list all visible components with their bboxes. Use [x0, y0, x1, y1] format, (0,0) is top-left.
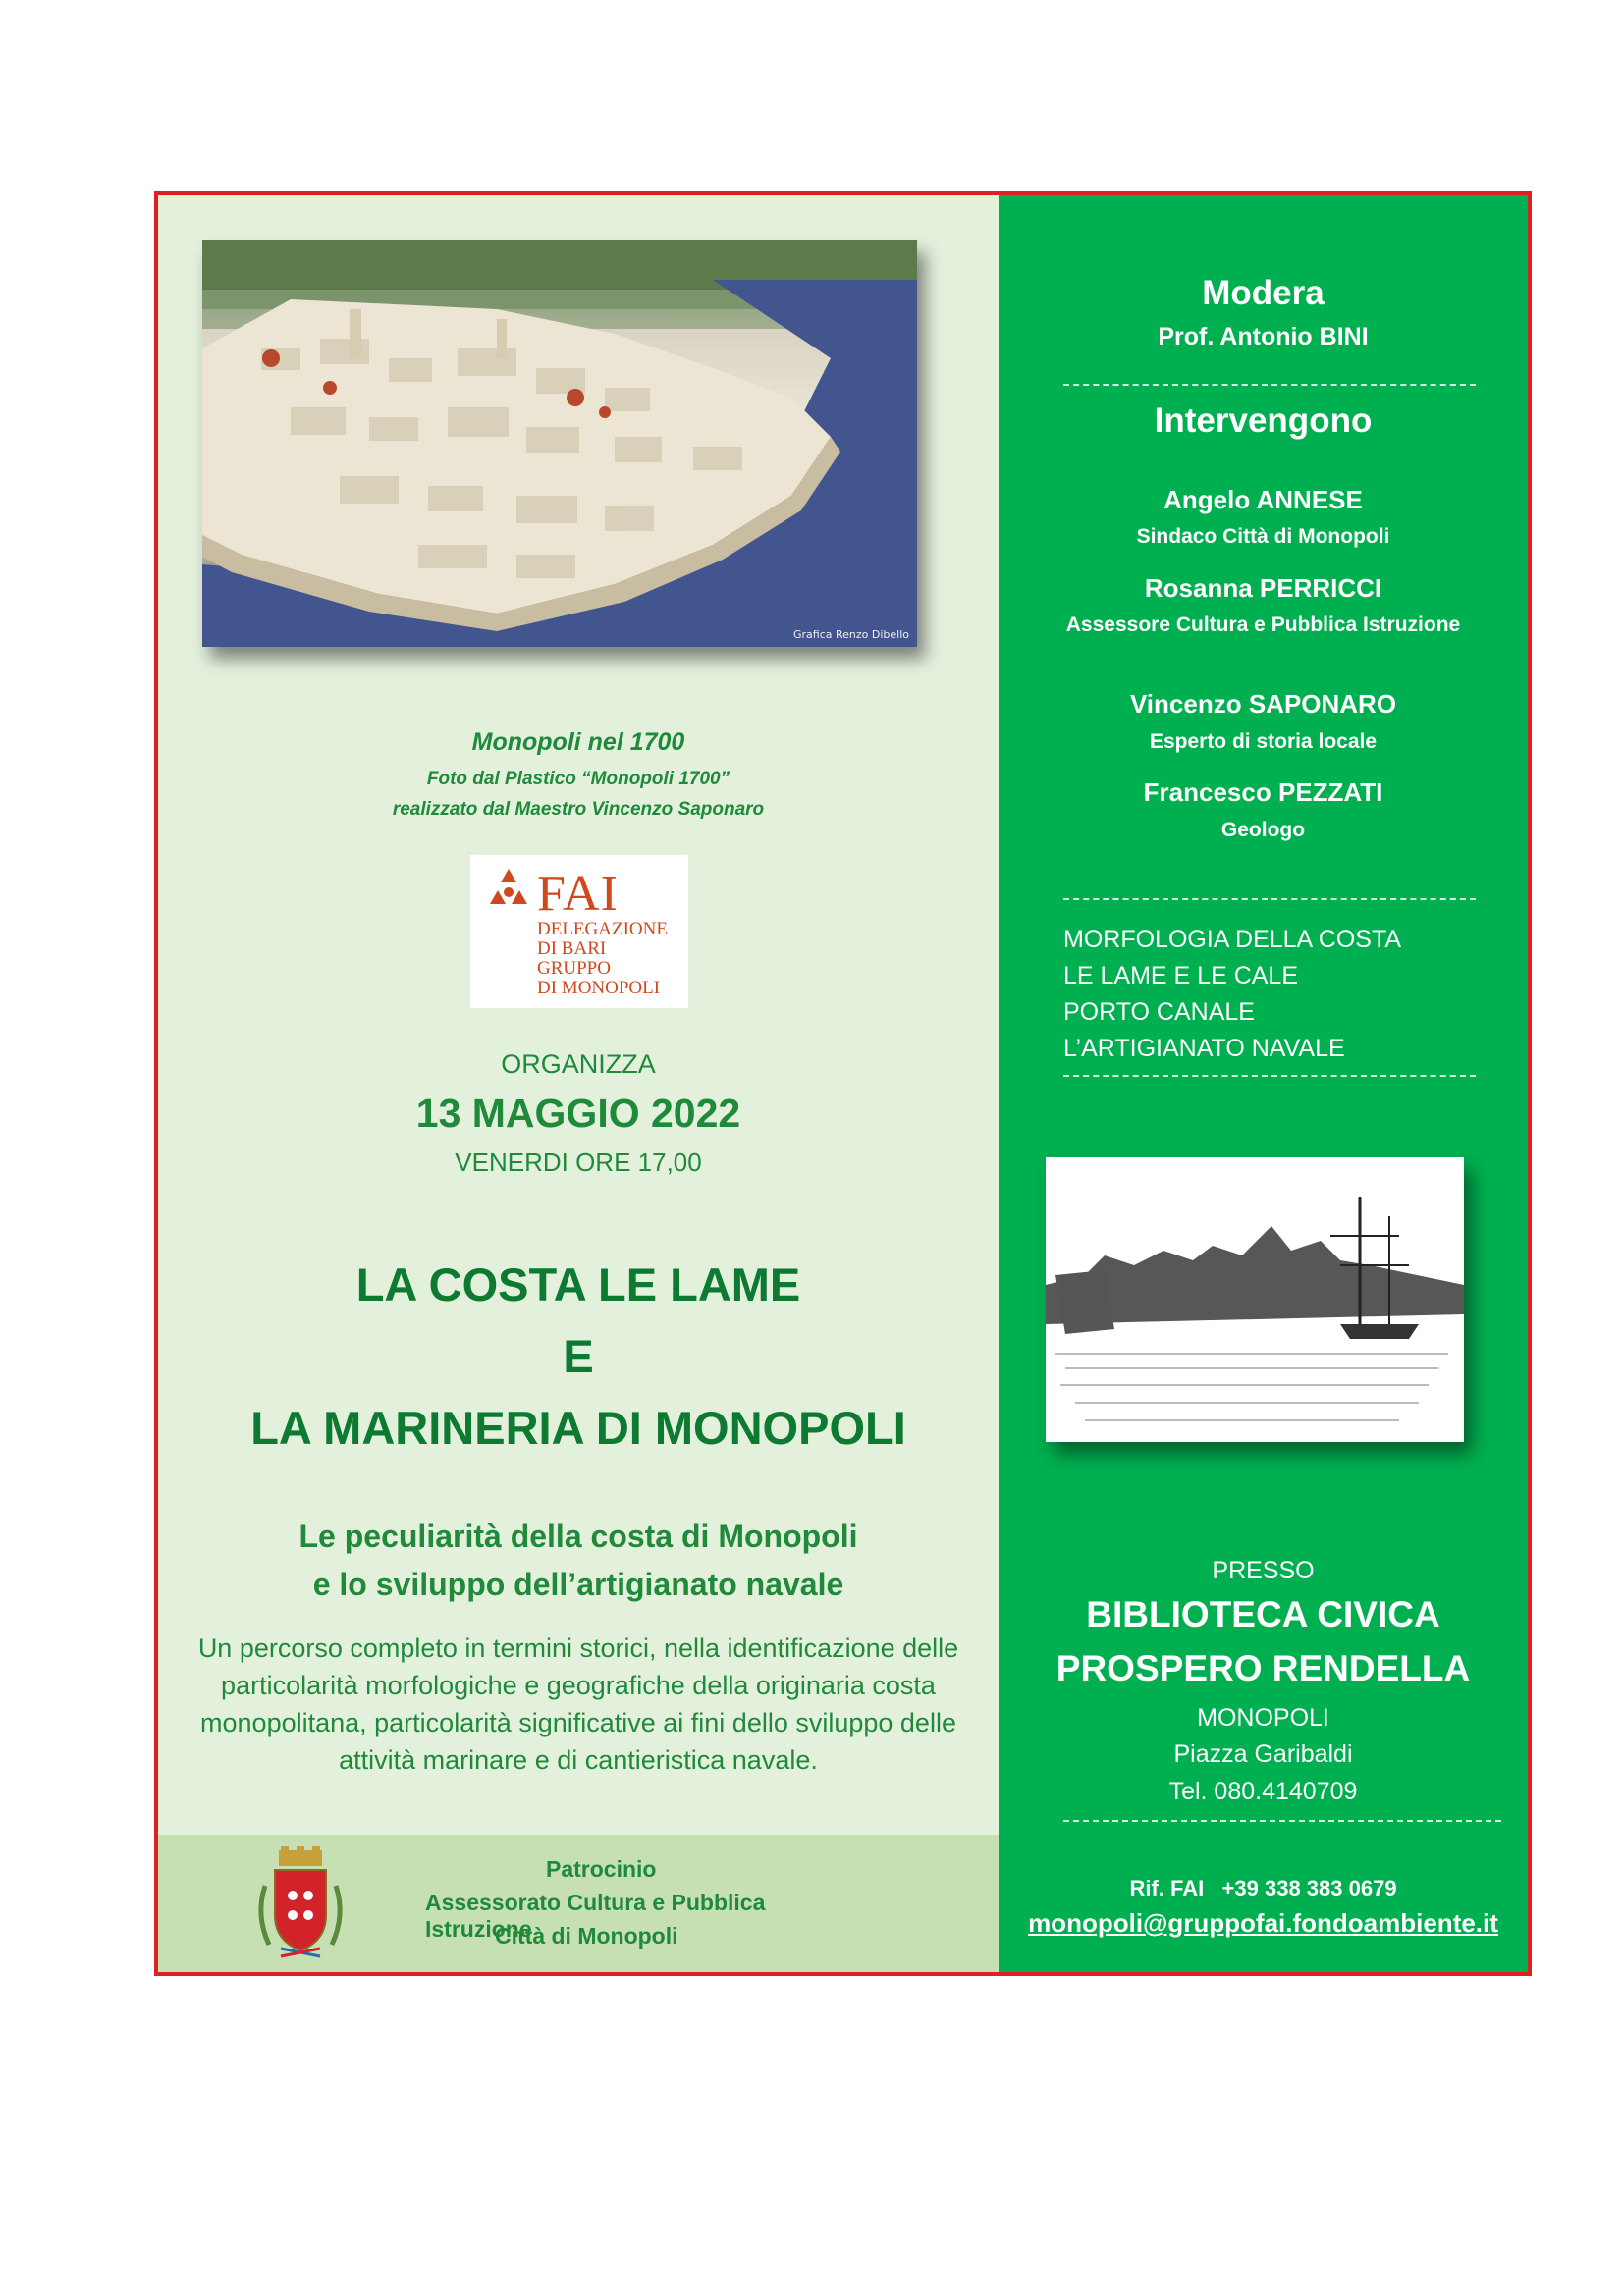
- modera-label: Modera: [1202, 274, 1325, 312]
- fai-brand: FAI: [537, 866, 619, 922]
- speaker-name: Rosanna PERRICCI: [1144, 573, 1382, 603]
- patrocinio-label: Patrocinio: [546, 1856, 657, 1882]
- event-title-line3: LA MARINERIA DI MONOPOLI: [250, 1402, 906, 1454]
- intervengono-label: Intervengono: [1154, 401, 1373, 440]
- topic-item: PORTO CANALE: [1063, 998, 1255, 1026]
- fai-emblem-icon: [484, 865, 533, 914]
- event-day-time: VENERDI ORE 17,00: [455, 1148, 702, 1177]
- fai-logo-line: GRUPPO: [537, 958, 611, 979]
- event-subtitle-line2: e lo sviluppo dell’artigianato navale: [312, 1567, 844, 1602]
- poster-frame: [154, 191, 1532, 1976]
- topics-list: [1063, 922, 1401, 1067]
- city-crest: [251, 1846, 350, 1967]
- harbor-sketch-illustration: [1046, 1157, 1464, 1442]
- event-subtitle-line1: Le peculiarità della costa di Monopoli: [298, 1519, 858, 1554]
- event-title-line2: E: [563, 1330, 594, 1382]
- contact-email-link[interactable]: monopoli@gruppofai.fondoambiente.it: [1028, 1908, 1498, 1938]
- dashed-divider: [1063, 1075, 1476, 1077]
- city-model-photo: [202, 240, 917, 647]
- harbor-sketch-image: [1046, 1157, 1464, 1442]
- photo-caption-line2: Foto dal Plastico “Monopoli 1700”: [426, 769, 730, 789]
- photo-caption-line3: realizzato dal Maestro Vincenzo Saponaro: [392, 799, 765, 820]
- right-column: [999, 195, 1528, 1972]
- fai-logo-line: DELEGAZIONE: [537, 919, 668, 939]
- photo-credit: Grafica Renzo Dibello: [792, 628, 909, 641]
- photo-caption-title: Monopoli nel 1700: [471, 728, 685, 756]
- city-model-illustration: [202, 240, 917, 647]
- venue-city: MONOPOLI: [1197, 1704, 1329, 1732]
- patrocinio-line3: Città di Monopoli: [495, 1923, 678, 1949]
- topic-item: MORFOLOGIA DELLA COSTA: [1063, 926, 1402, 953]
- contact-reference: Rif. FAI +39 338 383 0679: [1129, 1876, 1397, 1900]
- presso-label: PRESSO: [1212, 1557, 1315, 1584]
- topic-item: L’ARTIGIANATO NAVALE: [1063, 1035, 1345, 1062]
- venue-phone: Tel. 080.4140709: [1168, 1778, 1358, 1805]
- left-column: [158, 195, 999, 1972]
- patrocinio-line2: Assessorato Cultura e Pubblica Istruzione: [425, 1890, 766, 1942]
- event-description: Un percorso completo in termini storici, nella identificazione delle particolarità morfologiche e geografiche della originaria costa monopolitana, particolarità significative ai fini dello sviluppo delle attività marinare e di cantieristica navale.: [197, 1633, 959, 1775]
- speaker-role: Geologo: [1220, 819, 1306, 841]
- venue-name-line1: BIBLIOTECA CIVICA: [1086, 1594, 1440, 1634]
- fai-logo-line: DI MONOPOLI: [537, 978, 661, 998]
- coat-of-arms-icon: [251, 1846, 350, 1962]
- speaker-role: Sindaco Città di Monopoli: [1136, 525, 1390, 548]
- speaker-name: Francesco PEZZATI: [1143, 777, 1383, 807]
- event-title-line1: LA COSTA LE LAME: [355, 1258, 801, 1310]
- venue-name-line2: PROSPERO RENDELLA: [1055, 1648, 1471, 1688]
- topic-item: LE LAME E LE CALE: [1063, 962, 1299, 989]
- speaker-role: Assessore Cultura e Pubblica Istruzione: [1065, 614, 1461, 636]
- speaker-name: Angelo ANNESE: [1163, 485, 1363, 514]
- venue-address: Piazza Garibaldi: [1173, 1740, 1353, 1768]
- fai-logo: [470, 855, 688, 1008]
- dashed-divider: [1063, 384, 1476, 386]
- speaker-role: Esperto di storia locale: [1149, 730, 1378, 753]
- moderator-name: Prof. Antonio BINI: [1158, 323, 1369, 350]
- event-date: 13 MAGGIO 2022: [415, 1091, 741, 1136]
- dashed-divider: [1063, 1820, 1501, 1822]
- fai-logo-line: DI BARI: [537, 938, 607, 959]
- dashed-divider: [1063, 898, 1476, 900]
- speaker-name: Vincenzo SAPONARO: [1129, 689, 1397, 719]
- organizza-label: ORGANIZZA: [501, 1049, 656, 1079]
